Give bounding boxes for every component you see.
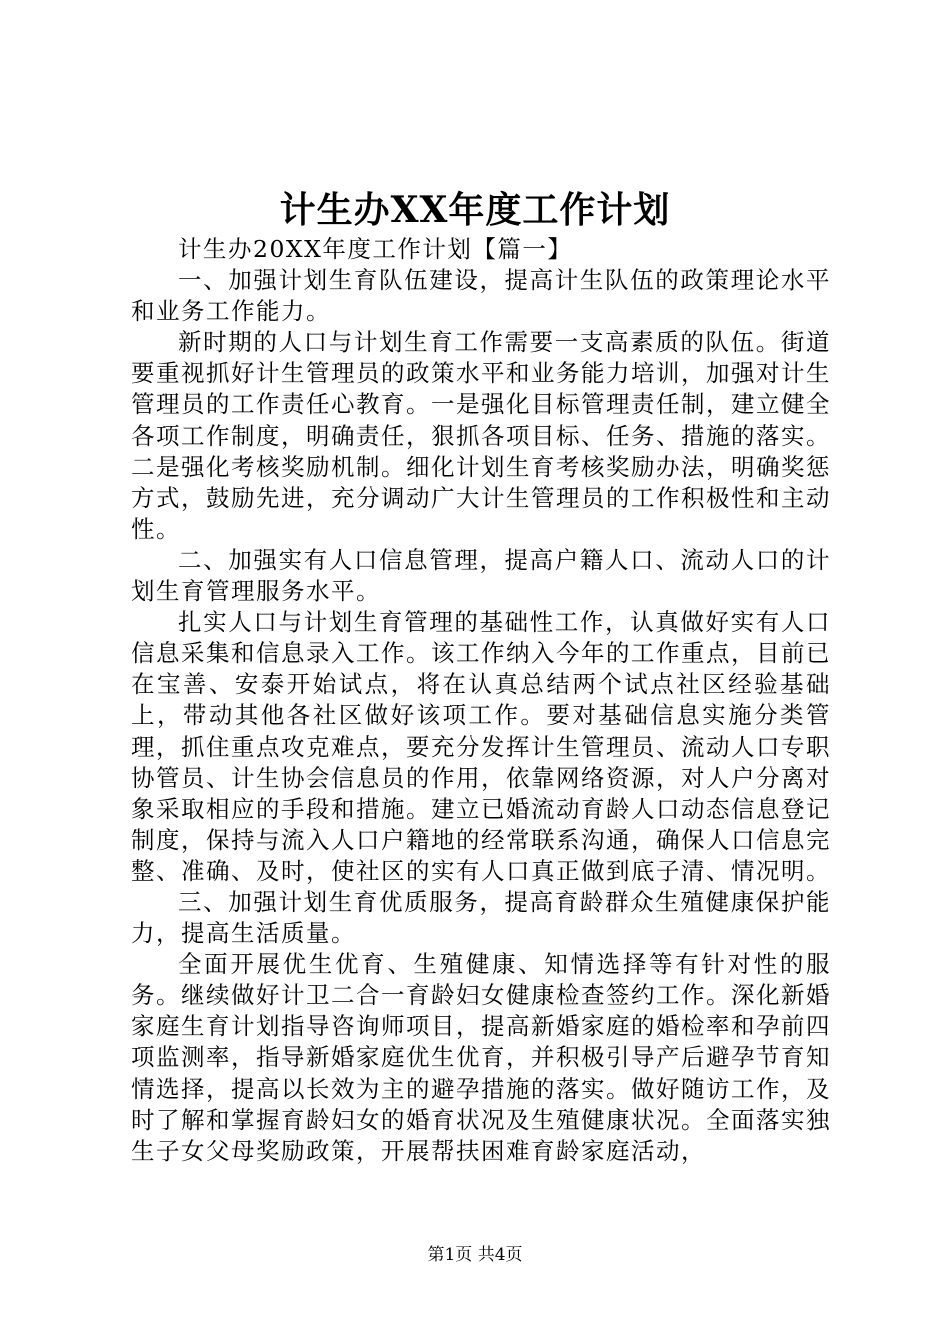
paragraph: 一、加强计划生育队伍建设，提高计生队伍的政策理论水平和业务工作能力。 — [131, 266, 831, 326]
paragraph: 扎实人口与计划生育管理的基础性工作，认真做好实有人口信息采集和信息录入工作。该工作纳入今年的工作重点，目前已在宝善、安泰开始试点，将在认真总结两个试点社区经验基础上，带动其他各社区做好该项工作。要对基础信息实施分类管理，抓住重点攻克难点，要充分发挥计生管理员、流动人口专职协管员、计生协会信息员的作用，依靠网络资源，对人户分离对象采取相应的手段和措施。建立已婚流动育龄人口动态信息登记制度，保持与流入人口户籍地的经常联系沟通，确保人口信息完整、准确、及时，使社区的实有人口真正做到底子清、情况明。 — [131, 608, 831, 885]
page-number-footer: 第1页 共4页 — [427, 1245, 523, 1265]
paragraph: 全面开展优生优育、生殖健康、知情选择等有针对性的服务。继续做好计卫二合一育龄妇女健康检查签约工作。深化新婚家庭生育计划指导咨询师项目，提高新婚家庭的婚检率和孕前四项监测率，指导新婚家庭优生优育，并积极引导产后避孕节育知情选择，提高以长效为主的避孕措施的落实。做好随访工作，及时了解和掌握育龄妇女的婚育状况及生殖健康状况。全面落实独生子女父母奖励政策，开展帮扶困难育龄家庭活动， — [131, 950, 831, 1165]
document-title: 计生办XX年度工作计划 — [279, 189, 671, 231]
paragraph: 二、加强实有人口信息管理，提高户籍人口、流动人口的计划生育管理服务水平。 — [131, 545, 831, 606]
paragraph: 新时期的人口与计划生育工作需要一支高素质的队伍。街道要重视抓好计生管理员的政策水平和业务能力培训，加强对计生管理员的工作责任心教育。一是强化目标管理责任制，建立健全各项工作制度，明确责任，狠抓各项目标、任务、措施的落实。二是强化考核奖励机制。细化计划生育考核奖励办法，明确奖惩方式，鼓励先进，充分调动广大计生管理员的工作积极性和主动性。 — [131, 328, 831, 543]
paragraph: 三、加强计划生育优质服务，提高育龄群众生殖健康保护能力，提高生活质量。 — [131, 887, 831, 948]
section-heading: 计生办20XX年度工作计划【篇一】 — [178, 235, 573, 263]
document-body — [131, 234, 831, 1167]
